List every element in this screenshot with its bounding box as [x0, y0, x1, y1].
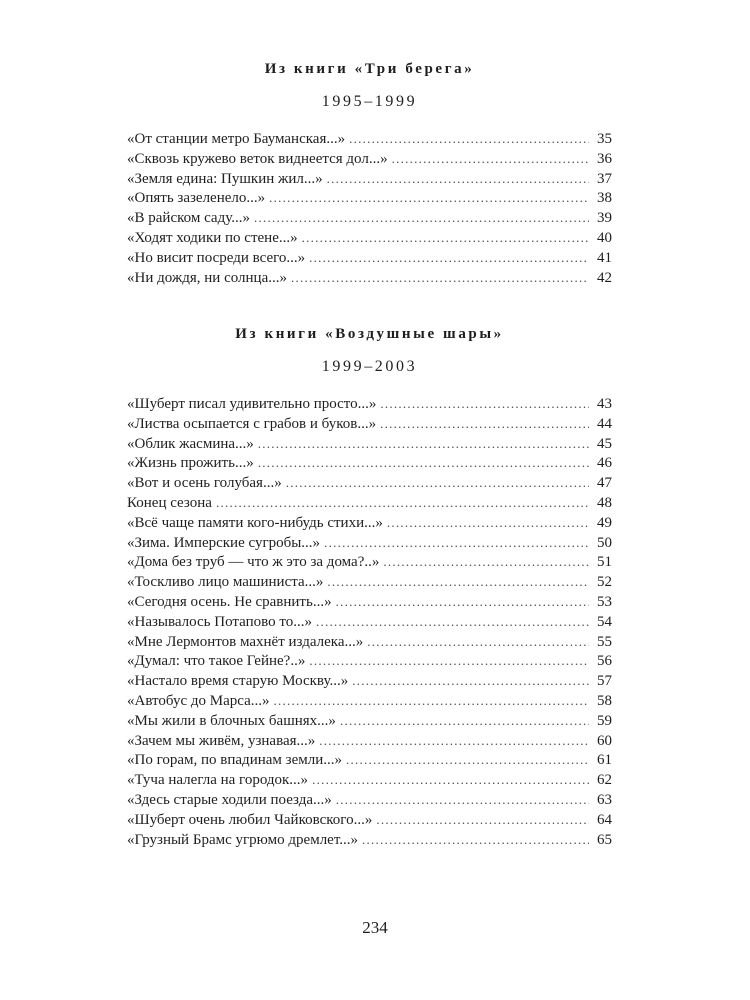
- toc-entry-title: «Туча налегла на городок...»: [127, 772, 309, 789]
- toc-entry-page: 50: [597, 534, 612, 551]
- dot-leader: [383, 552, 589, 572]
- dot-leader: [336, 592, 589, 612]
- toc-entry-page: 64: [597, 811, 612, 828]
- toc-entry-page: 58: [597, 692, 612, 709]
- toc-entry-page: 46: [597, 455, 612, 472]
- toc-entry-page: 45: [597, 435, 612, 452]
- toc-entry-title: «Жизнь прожить...»: [127, 455, 254, 472]
- toc-entry-page: 37: [597, 170, 612, 187]
- toc-entry: [127, 731, 612, 751]
- toc-entry-page: 44: [597, 415, 612, 432]
- toc-entry-page: 61: [597, 752, 612, 769]
- dot-leader: [254, 208, 589, 228]
- dot-leader: [312, 770, 589, 790]
- toc-entry-title: «По горам, по впадинам земли...»: [127, 752, 342, 769]
- toc-entry-page: 47: [597, 475, 612, 492]
- page-number: 234: [362, 918, 388, 937]
- toc-entry-title: «Ни дождя, ни солнца...»: [127, 269, 287, 286]
- dot-leader: [309, 651, 589, 671]
- toc-entry-title: «Тоскливо лицо машиниста...»: [127, 574, 324, 591]
- toc-entry: [127, 750, 612, 770]
- section-title: Из книги «Три берега»: [264, 61, 475, 77]
- toc-entry: [127, 830, 612, 850]
- dot-leader: [346, 750, 589, 770]
- dot-leader: [387, 513, 589, 533]
- toc-entry-title: «Мы жили в блочных башнях...»: [127, 712, 336, 729]
- dot-leader: [269, 188, 589, 208]
- toc-entry-page: 42: [597, 269, 612, 286]
- dot-leader: [352, 671, 589, 691]
- toc-entry-title: «Дома без труб — что ж это за дома?..»: [127, 554, 380, 571]
- toc-entry-title: «От станции метро Бауманская...»: [127, 131, 346, 147]
- dot-leader: [327, 572, 589, 592]
- toc-entry-page: 59: [597, 712, 612, 729]
- toc-entry-title: «Настало время старую Москву...»: [127, 673, 349, 690]
- toc-list: [127, 394, 612, 849]
- toc-entry: [127, 651, 612, 671]
- toc-entry-title: «Но висит посреди всего...»: [127, 249, 306, 266]
- toc-entry-title: «Сегодня осень. Не сравнить...»: [127, 593, 332, 610]
- toc-entry: [127, 268, 612, 288]
- toc-entry: [127, 612, 612, 632]
- toc-entry: [127, 434, 612, 454]
- toc-entry-title: «Мне Лермонтов махнёт издалека...»: [127, 633, 364, 650]
- toc-entry-title: «Грузный Брамс угрюмо дремлет...»: [127, 831, 359, 848]
- toc-entry-page: 52: [597, 574, 612, 591]
- toc-entry: [127, 810, 612, 830]
- toc-entry-page: 60: [597, 732, 612, 749]
- toc-entry: [127, 414, 612, 434]
- toc-entry-title: «Ходят ходики по стене...»: [127, 229, 298, 246]
- toc-entry-title: «Называлось Потапово то...»: [127, 613, 312, 630]
- dot-leader: [367, 632, 589, 652]
- toc-entry: [127, 790, 612, 810]
- toc-entry-title: «Шуберт писал удивительно просто...»: [127, 396, 377, 412]
- toc-entry-title: «Листва осыпается с грабов и буков...»: [127, 415, 377, 432]
- toc-entry-page: 36: [597, 150, 612, 167]
- toc-entry: [127, 129, 612, 149]
- toc-entry: [127, 248, 612, 268]
- toc-entry-page: 35: [597, 131, 612, 147]
- toc-entry: [127, 188, 612, 208]
- dot-leader: [392, 149, 589, 169]
- toc-entry-title: «Опять зазеленело...»: [127, 190, 266, 207]
- toc-entry-page: 39: [597, 210, 612, 227]
- dot-leader: [340, 711, 589, 731]
- toc-entry: [127, 453, 612, 473]
- toc-entry: [127, 533, 612, 553]
- toc-entry-title: «Зима. Имперские сугробы...»: [127, 534, 321, 551]
- toc-entry-page: 38: [597, 190, 612, 207]
- toc-entry-title: «Вот и осень голубая...»: [127, 475, 282, 492]
- toc-entry-page: 65: [597, 831, 612, 848]
- dot-leader: [362, 830, 589, 850]
- toc-entry-page: 43: [597, 396, 612, 412]
- dot-leader: [316, 612, 589, 632]
- toc-entry: [127, 552, 612, 572]
- toc-entry-page: 56: [597, 653, 612, 670]
- toc-entry-page: 49: [597, 514, 612, 531]
- toc-entry: [127, 691, 612, 711]
- toc-entry-title: «Всё чаще памяти кого-нибудь стихи...»: [127, 514, 383, 531]
- toc-entry-page: 54: [597, 613, 612, 630]
- toc-entry-title: «Автобус до Марса...»: [127, 692, 270, 709]
- toc-entry: [127, 770, 612, 790]
- toc-entry-title: «Здесь старые ходили поезда...»: [127, 791, 332, 808]
- toc-entry-page: 41: [597, 249, 612, 266]
- toc-entry: [127, 473, 612, 493]
- toc-entry: [127, 169, 612, 189]
- toc-entry-page: 55: [597, 633, 612, 650]
- dot-leader: [302, 228, 589, 248]
- toc-entry-title: «Сквозь кружево веток виднеется дол...»: [127, 150, 388, 167]
- dot-leader: [274, 691, 590, 711]
- toc-entry: [127, 671, 612, 691]
- dot-leader: [380, 414, 589, 434]
- dot-leader: [376, 810, 589, 830]
- toc-entry-page: 51: [597, 554, 612, 571]
- toc-entry-page: 63: [597, 791, 612, 808]
- toc-entry-page: 57: [597, 673, 612, 690]
- toc-entry-page: 48: [597, 494, 612, 511]
- dot-leader: [291, 268, 589, 288]
- toc-entry-title: «Облик жасмина...»: [127, 435, 254, 452]
- toc-entry-page: 53: [597, 593, 612, 610]
- section-title: Из книги «Воздушные шары»: [235, 326, 504, 342]
- toc-entry: [127, 572, 612, 592]
- dot-leader: [327, 169, 589, 189]
- toc-entry: [127, 493, 612, 513]
- toc-section: [127, 59, 612, 287]
- dot-leader: [324, 533, 589, 553]
- toc-entry-title: «Шуберт очень любил Чайковского...»: [127, 811, 373, 828]
- toc-entry: [127, 513, 612, 533]
- toc-entry-title: «Думал: что такое Гейне?..»: [127, 653, 306, 670]
- toc-entry: [127, 228, 612, 248]
- toc-entry-title: «Зачем мы живём, узнавая...»: [127, 732, 316, 749]
- toc-entry-title: Конец сезона: [127, 494, 212, 511]
- toc-entry-page: 40: [597, 229, 612, 246]
- toc-entry-title: «В райском саду...»: [127, 210, 250, 227]
- toc-entry: [127, 632, 612, 652]
- dot-leader: [380, 394, 589, 414]
- dot-leader: [258, 434, 589, 454]
- dot-leader: [349, 129, 589, 149]
- dot-leader: [258, 453, 589, 473]
- dot-leader: [216, 493, 589, 513]
- dot-leader: [336, 790, 589, 810]
- toc-entry: [127, 394, 612, 414]
- dot-leader: [286, 473, 589, 493]
- toc-entry: [127, 592, 612, 612]
- toc-section: [127, 324, 612, 849]
- dot-leader: [319, 731, 589, 751]
- toc-entry-title: «Земля едина: Пушкин жил...»: [127, 170, 323, 187]
- section-years: 1995–1999: [321, 93, 418, 110]
- dot-leader: [309, 248, 589, 268]
- toc-entry: [127, 149, 612, 169]
- toc-list: [127, 129, 612, 287]
- section-years: 1999–2003: [321, 358, 418, 375]
- toc-entry: [127, 208, 612, 228]
- toc-entry: [127, 711, 612, 731]
- toc-entry-page: 62: [597, 772, 612, 789]
